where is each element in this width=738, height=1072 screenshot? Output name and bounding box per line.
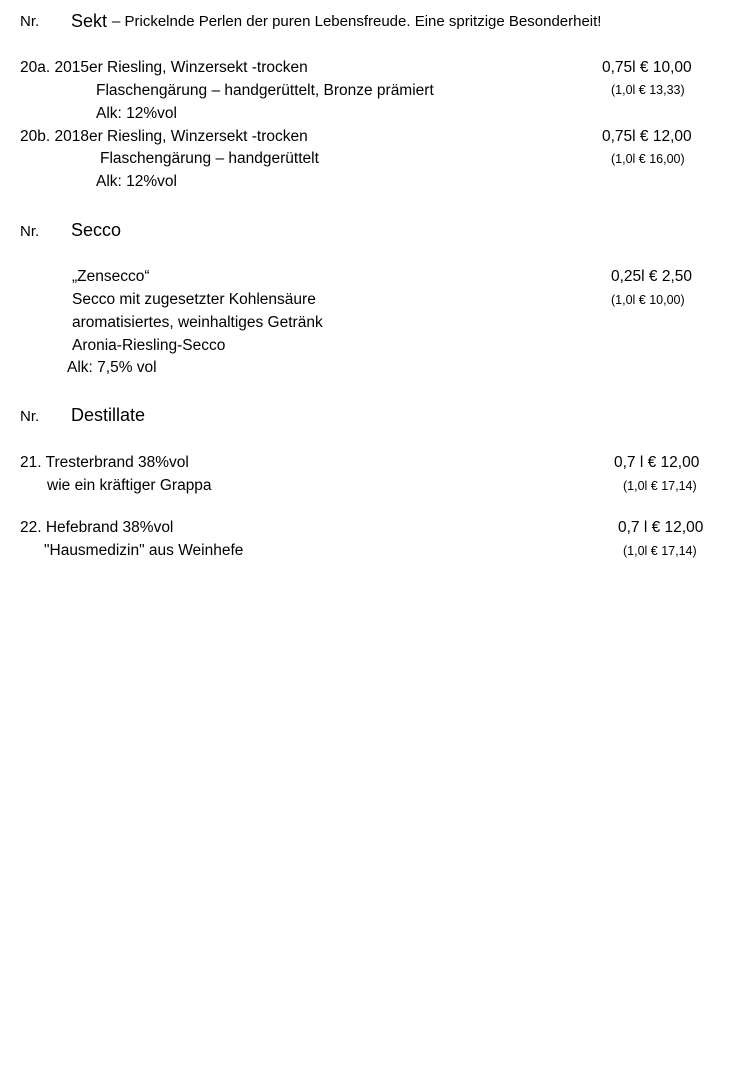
item-price-21: 0,7 l € 12,00 [614, 454, 700, 471]
item-unit-price-20a: (1,0l € 13,33) [611, 83, 685, 97]
section-title-secco: Secco [71, 220, 122, 240]
item-name-21: 21. Tresterbrand 38%vol [20, 454, 189, 471]
item-detail-22: "Hausmedizin" aus Weinhefe [44, 542, 244, 559]
item-line-secco-4: Aronia-Riesling-Secco [72, 337, 226, 354]
item-unit-price-20b: (1,0l € 16,00) [611, 152, 685, 166]
item-unit-price-21: (1,0l € 17,14) [623, 479, 697, 493]
item-line-secco-2: Secco mit zugesetzter Kohlensäure [72, 291, 316, 308]
nr-label-sekt: Nr. [20, 13, 40, 30]
section-title-sekt: Sekt [71, 11, 108, 31]
nr-label-secco: Nr. [20, 223, 40, 240]
nr-label-destillate: Nr. [20, 408, 40, 425]
item-price-20a: 0,75l € 10,00 [602, 59, 692, 76]
item-name-22: 22. Hefebrand 38%vol [20, 519, 174, 536]
item-detail-20b-1: Flaschengärung – handgerüttelt [100, 150, 319, 167]
item-detail-20a-1: Flaschengärung – handgerüttelt, Bronze prämiert [96, 82, 434, 99]
item-unit-price-secco: (1,0l € 10,00) [611, 293, 685, 307]
item-unit-price-22: (1,0l € 17,14) [623, 544, 697, 558]
item-line-secco-1: „Zensecco“ [72, 268, 150, 285]
item-price-22: 0,7 l € 12,00 [618, 519, 704, 536]
item-line-secco-5: Alk: 7,5% vol [67, 359, 157, 376]
item-line-secco-3: aromatisiertes, weinhaltiges Getränk [72, 314, 323, 331]
section-subtitle-sekt: – Prickelnde Perlen der puren Lebensfreude. Eine spritzige Besonderheit! [112, 13, 602, 30]
item-price-secco: 0,25l € 2,50 [611, 268, 693, 285]
item-name-20b: 20b. 2018er Riesling, Winzersekt -trocken [20, 128, 308, 145]
item-detail-20a-2: Alk: 12%vol [96, 105, 177, 122]
section-title-destillate: Destillate [71, 405, 146, 425]
item-detail-20b-2: Alk: 12%vol [96, 173, 177, 190]
item-price-20b: 0,75l € 12,00 [602, 128, 692, 145]
item-name-20a: 20a. 2015er Riesling, Winzersekt -trocken [20, 59, 308, 76]
item-detail-21: wie ein kräftiger Grappa [47, 477, 212, 494]
